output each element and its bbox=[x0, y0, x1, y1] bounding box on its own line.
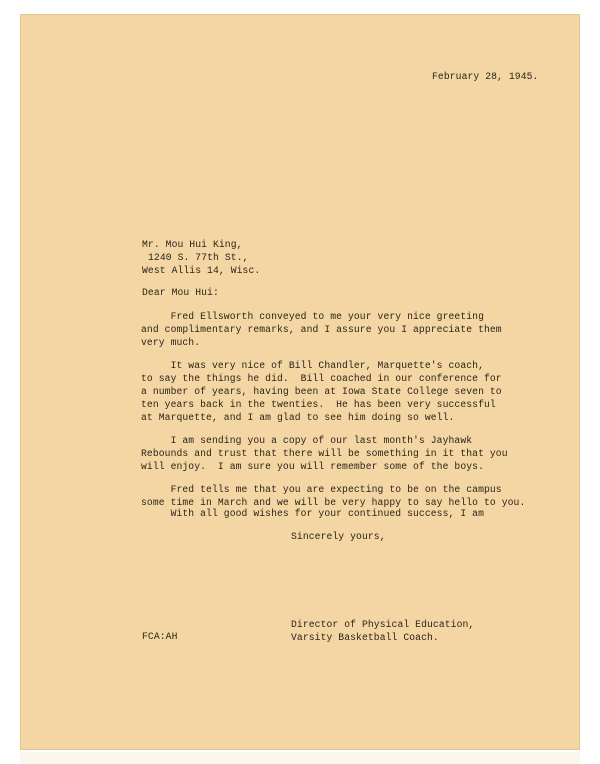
recipient-city: West Allis 14, Wisc. bbox=[142, 265, 261, 276]
salutation: Dear Mou Hui: bbox=[142, 287, 219, 298]
paragraph-line: and complimentary remarks, and I assure you I appreciate them bbox=[141, 324, 502, 335]
paragraph-line: some time in March and we will be very happy to say hello to you. bbox=[141, 497, 526, 508]
typist-initials: FCA:AH bbox=[142, 631, 178, 642]
paragraph-line: a number of years, having been at Iowa State College seven to bbox=[141, 386, 502, 397]
paragraph-line: Fred tells me that you are expecting to be on the campus bbox=[141, 484, 502, 495]
signature-title-line2: Varsity Basketball Coach. bbox=[291, 632, 439, 643]
recipient-street: 1240 S. 77th St., bbox=[148, 252, 249, 263]
paragraph-line: at Marquette, and I am glad to see him doing so well. bbox=[141, 412, 455, 423]
paragraph-line: ten years back in the twenties. He has been very successful bbox=[141, 399, 496, 410]
paragraph-line: It was very nice of Bill Chandler, Marquette's coach, bbox=[141, 360, 484, 371]
paragraph-line: Rebounds and trust that there will be something in it that you bbox=[141, 448, 508, 459]
recipient-name: Mr. Mou Hui King, bbox=[142, 239, 243, 250]
letter-date: February 28, 1945. bbox=[432, 71, 539, 82]
paragraph-line: very much. bbox=[141, 337, 201, 348]
scan-border bbox=[20, 752, 580, 764]
paragraph-line: to say the things he did. Bill coached in our conference for bbox=[141, 373, 502, 384]
paragraph-line: will enjoy. I am sure you will remember some of the boys. bbox=[141, 461, 484, 472]
paragraph-line: Fred Ellsworth conveyed to me your very nice greeting bbox=[141, 311, 484, 322]
closing: Sincerely yours, bbox=[291, 531, 386, 542]
signature-title-line1: Director of Physical Education, bbox=[291, 619, 475, 630]
paragraph-line: With all good wishes for your continued success, I am bbox=[141, 508, 484, 519]
paragraph-line: I am sending you a copy of our last month's Jayhawk bbox=[141, 435, 473, 446]
